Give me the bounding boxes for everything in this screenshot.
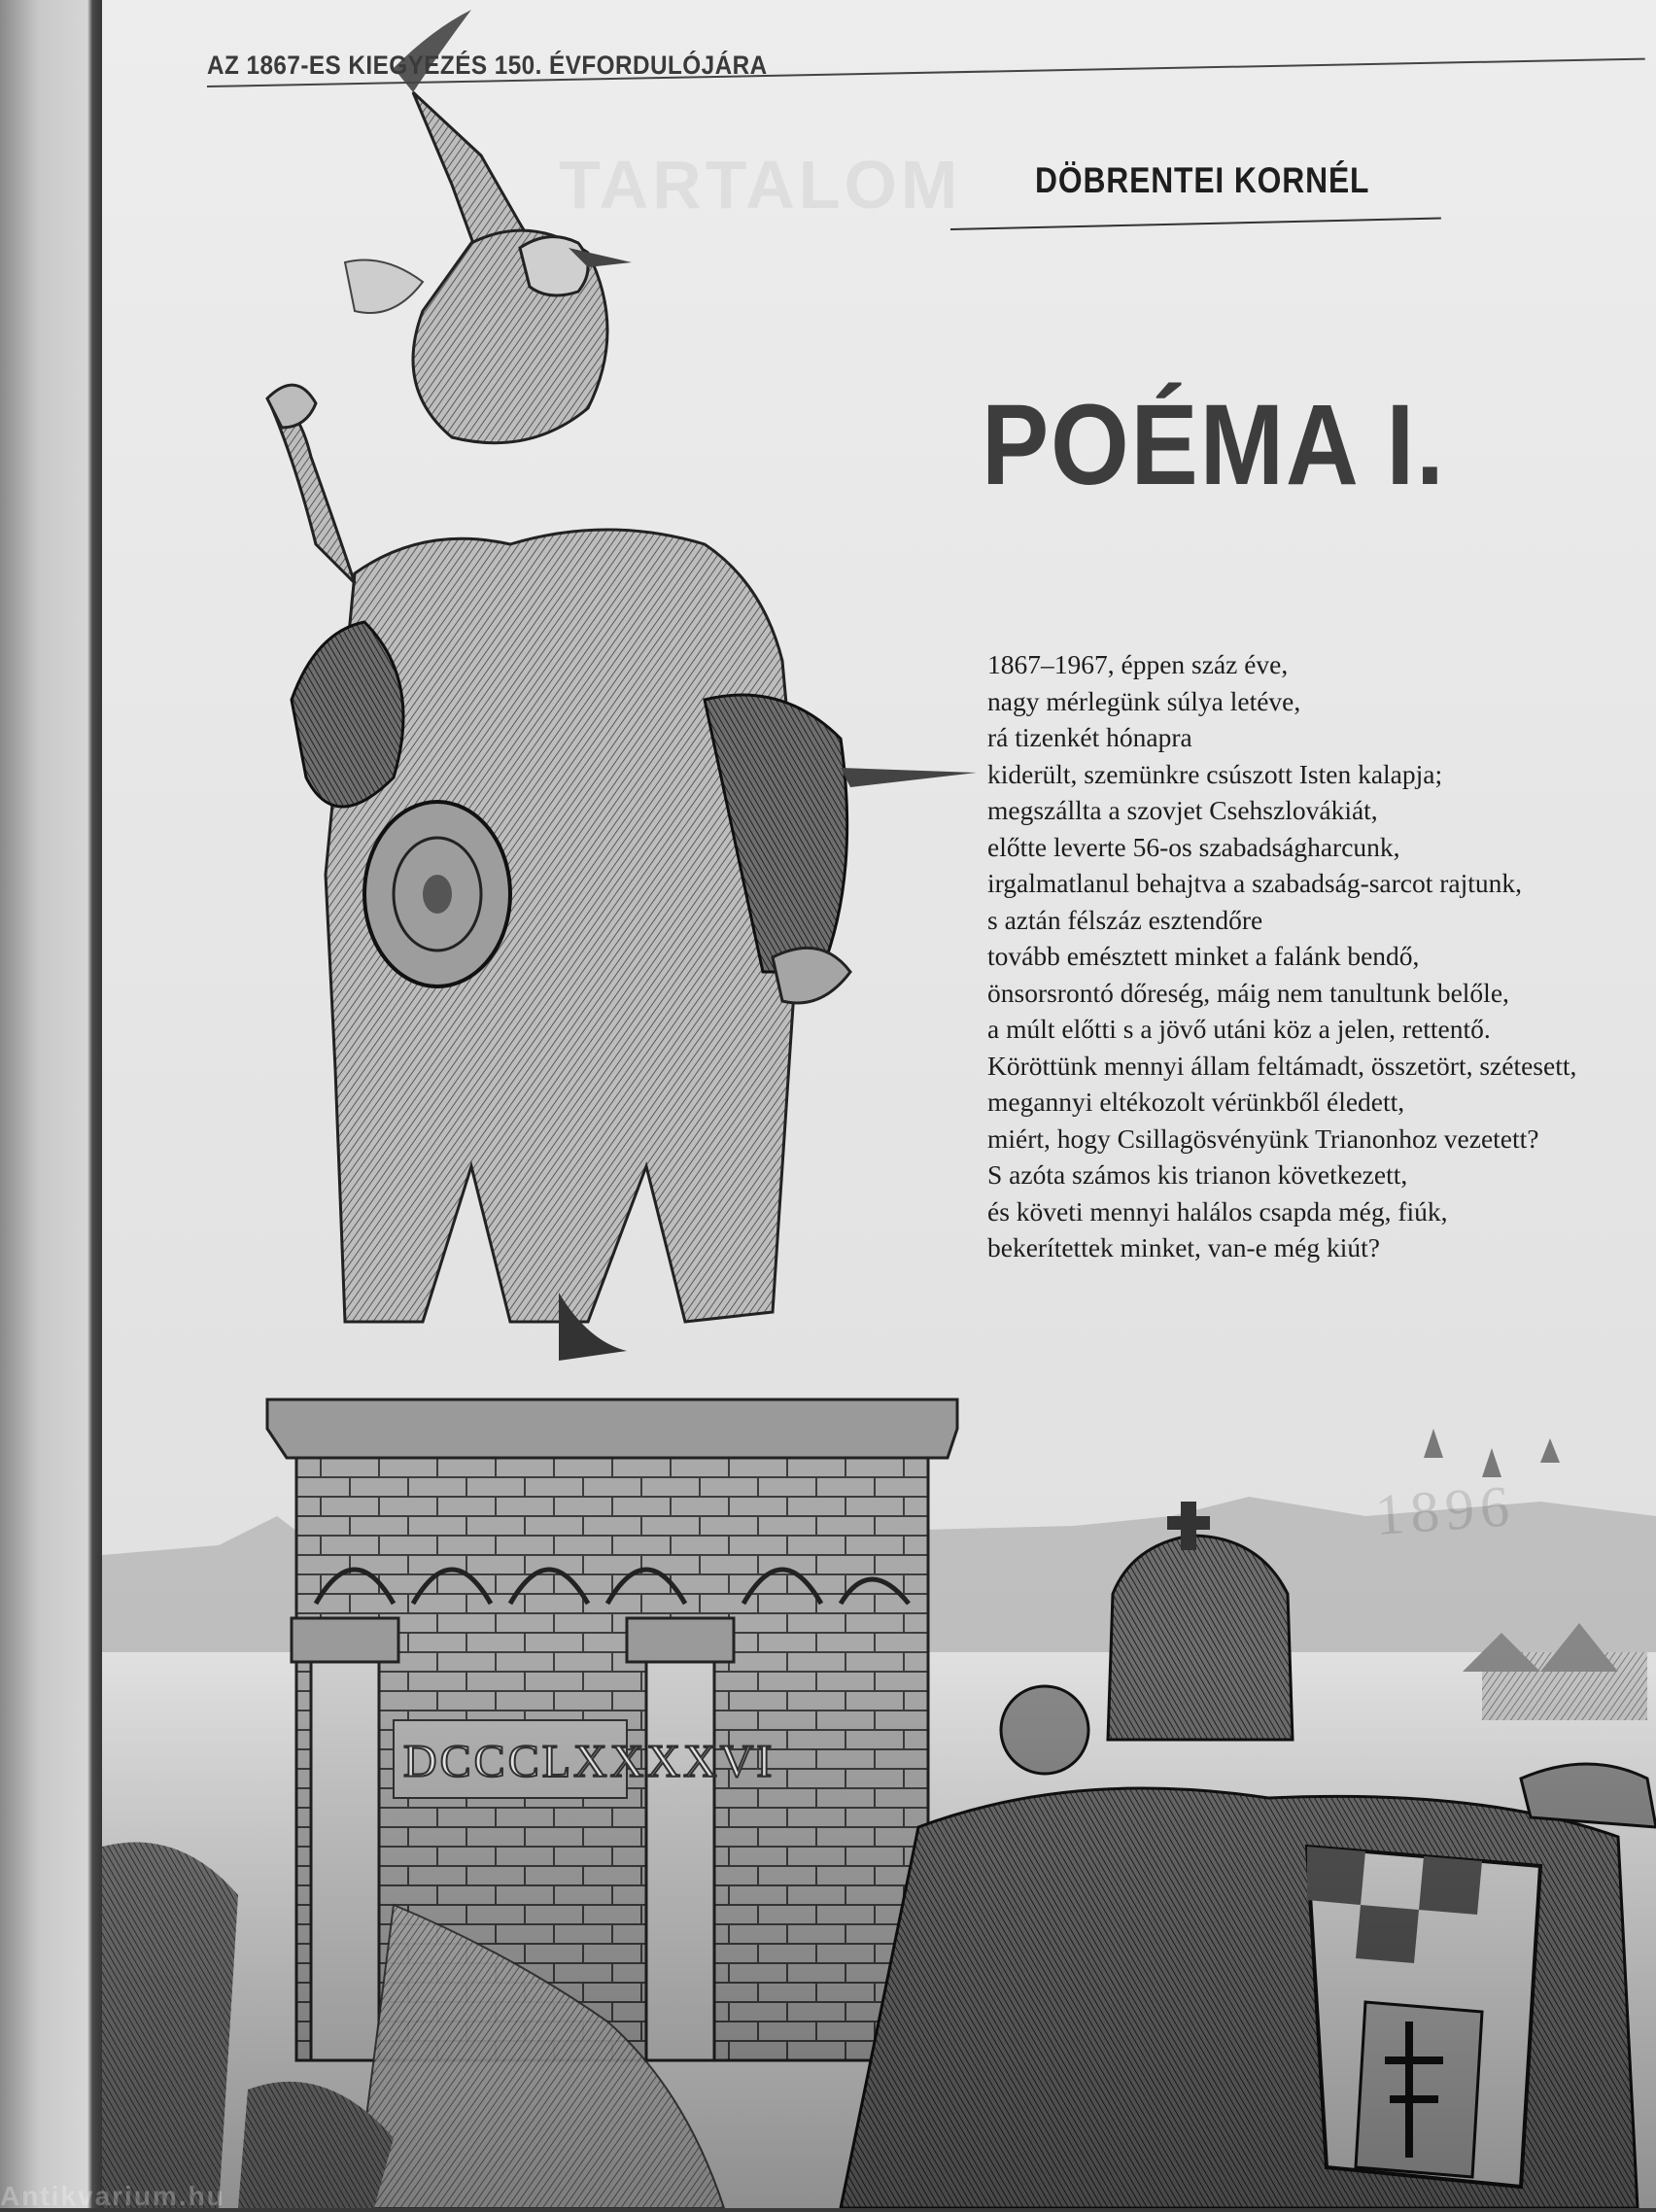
poem-line: S azóta számos kis trianon következett, [987, 1159, 1408, 1190]
poem-line: megannyi eltékozolt vérünkből éledett, [987, 1087, 1405, 1117]
poem-body [987, 646, 1576, 1266]
poem-line: kiderült, szemünkre csúszott Isten kalapja; [987, 758, 1443, 789]
running-header: AZ 1867-ES KIEGYEZÉS 150. ÉVFORDULÓJÁRA [207, 51, 768, 80]
poem-line: irgalmatlanul behajtva a szabadság-sarcot rajtunk, [987, 868, 1523, 898]
poem-line: 1867–1967, éppen száz éve, [987, 649, 1289, 679]
author-name: DÖBRENTEI KORNÉL [1035, 160, 1370, 200]
poem-line: bekerítettek minket, van-e még kiút? [987, 1232, 1380, 1262]
poem-line: önsorsrontó dőreség, máig nem tanultunk belőle, [987, 977, 1509, 1008]
poem-title: POÉMA I. [982, 381, 1446, 509]
poem-line: és követi mennyi halálos csapda még, fiúk, [987, 1195, 1448, 1227]
corner-watermark: Antikvarium.hu [0, 2181, 225, 2211]
bleed-through-text: TARTALOM [559, 147, 962, 223]
poem-line: Köröttünk mennyi állam feltámadt, összetört, szétesett, [987, 1050, 1577, 1081]
book-page [102, 0, 1656, 2208]
poem-line: a múlt előtti s a jövő utáni köz a jelen, rettentő. [987, 1014, 1491, 1044]
poem-line: miért, hogy Csillagösvényünk Trianonhoz vezetett? [987, 1123, 1539, 1154]
statue-group [267, 10, 977, 1361]
poem-line: rá tizenkét hónapra [987, 722, 1192, 752]
poem-line: megszállta a szovjet Csehszlovákiát, [987, 795, 1378, 825]
poem-line: tovább emésztett minket a falánk bendő, [987, 941, 1420, 971]
poem-line: előtte leverte 56-os szabadságharcunk, [987, 831, 1400, 862]
poem-line: s aztán félszáz esztendőre [987, 904, 1263, 935]
year-stamp: 1896 [1372, 1473, 1518, 1547]
poem-line: nagy mérlegünk súlya letéve, [987, 685, 1301, 716]
